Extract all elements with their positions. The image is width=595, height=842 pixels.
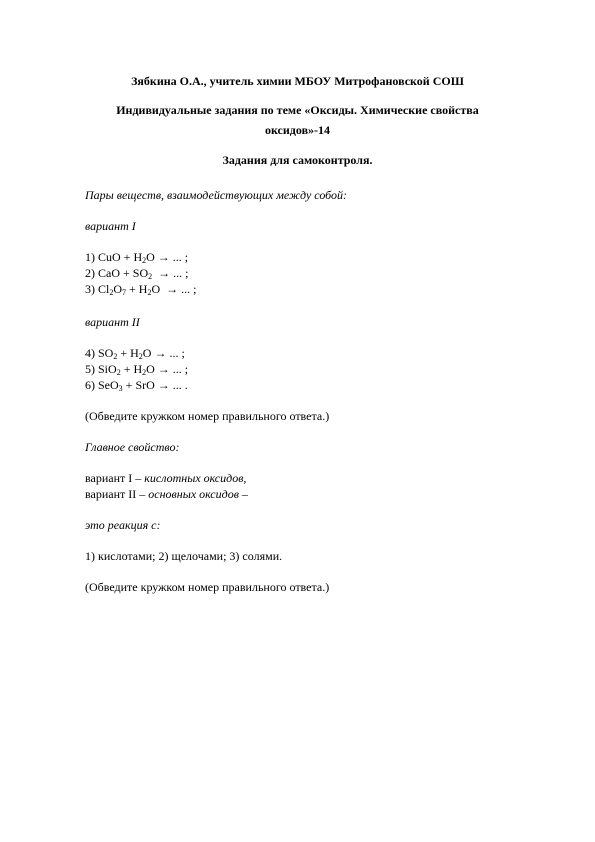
- task2-note: (Обведите кружком номер правильного ответа.): [85, 580, 330, 594]
- reaction-4: 4) $SO_2 + H_2O$ → ... ;: [85, 346, 185, 361]
- reaction-5: 5) $SiO_2 + H_2O$ → ... ;: [85, 362, 189, 377]
- variant1-property: вариант I – кислотных оксидов,: [85, 471, 247, 485]
- variant2-property: вариант II – основных оксидов –: [85, 487, 248, 501]
- task1-prompt: Пары веществ, взаимодействующих между собой:: [85, 188, 348, 202]
- reaction-2: 2) CaO + $SO_2$ → ... ;: [85, 266, 189, 281]
- variant1-label: вариант I: [85, 219, 136, 233]
- author-line: Зябкина О.А., учитель химии МБОУ Митрофановской СОШ: [131, 74, 464, 88]
- subtitle: Задания для самоконтроля.: [222, 153, 373, 167]
- answer-options: 1) кислотами; 2) щелочами; 3) солями.: [85, 549, 283, 563]
- title-line-2: оксидов»-14: [264, 123, 331, 137]
- task1-note: (Обведите кружком номер правильного ответа.): [85, 409, 330, 423]
- reaction-6: 6) SeO$_3$ + SrO → ... .: [85, 378, 188, 393]
- reaction-1: 1) CuO + $H_2O$ → ... ;: [85, 250, 189, 265]
- task2-prompt: Главное свойство:: [85, 440, 180, 454]
- reaction-3: 3) $Cl_2O_7 + H_2O$ → ... ;: [85, 282, 197, 297]
- reaction-with-label: это реакция с:: [85, 518, 161, 532]
- variant2-label: вариант II: [85, 315, 140, 329]
- title-line-1: Индивидуальные задания по теме «Оксиды. Химические свойства: [116, 103, 479, 117]
